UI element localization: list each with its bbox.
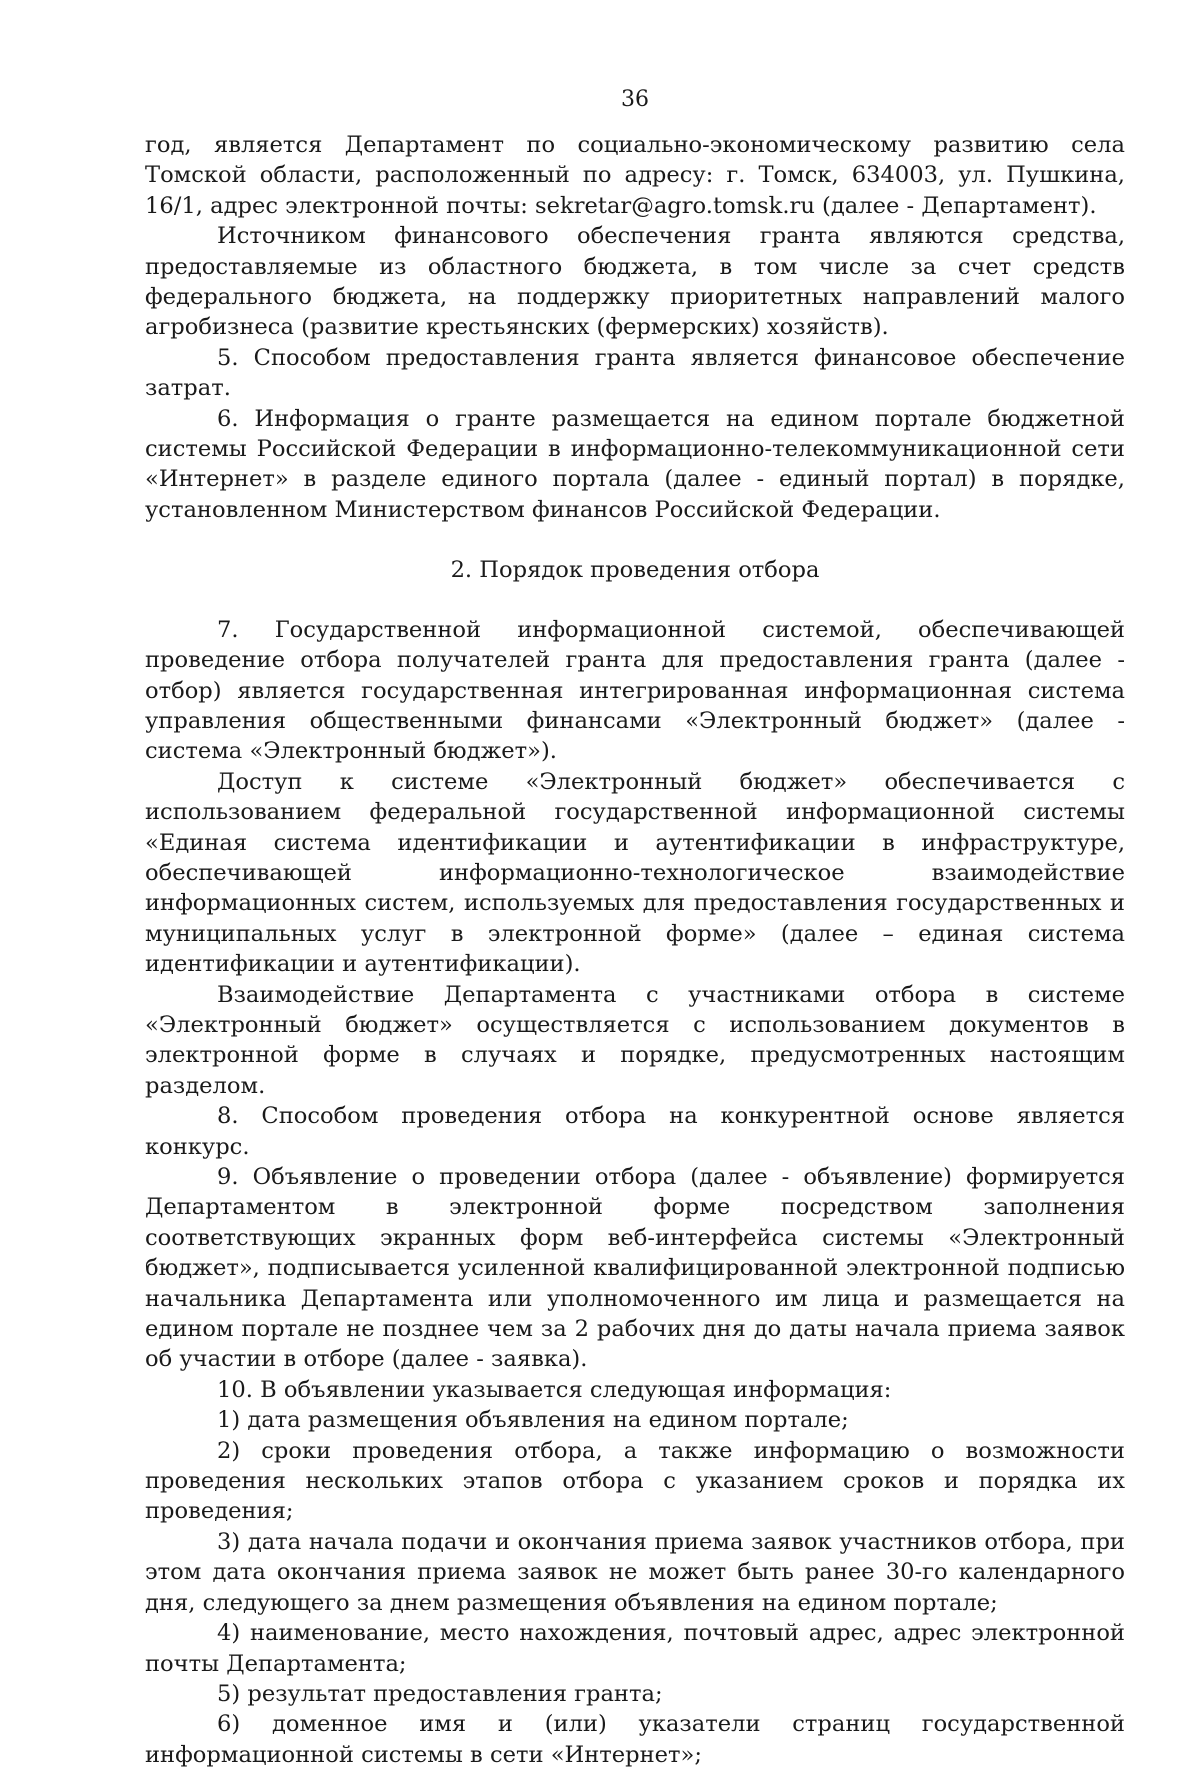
list-item: 6) доменное имя и (или) указатели страниц государственной информационной системы в сети «Интернет»; — [145, 1711, 1125, 1768]
paragraph: Доступ к системе «Электронный бюджет» обеспечивается с использованием федеральной государственной информационной системы «Единая система идентификации и аутентификации в инфраструктуре, обеспечивающей информационно-технологическое взаимодействие информационных систем, используемых для предоставления государственных и муниципальных услуг в электронной форме» (далее – единая система идентификации и аутентификации). — [145, 768, 1125, 978]
list-item: 1) дата размещения объявления на едином портале; — [217, 1407, 849, 1434]
paragraph: Источником финансового обеспечения гранта являются средства, предоставляемые из областного бюджета, в том числе за счет средств федерального бюджета, на поддержку приоритетных направлений малого агробизнеса (развитие крестьянских (фермерских) хозяйств). — [145, 223, 1125, 341]
paragraph: 7. Государственной информационной системой, обеспечивающей проведение отбора получателей гранта для предоставления гранта (далее - отбор) является государственная интегрированная информационная система управления общественными финансами «Электронный бюджет» (далее - система «Электронный бюджет»). — [145, 616, 1125, 765]
paragraph: 6. Информация о гранте размещается на едином портале бюджетной системы Российской Федерации в информационно-телекоммуникационной сети «Интернет» в разделе единого портала (далее - единый портал) в порядке, установленном Министерством финансов Российской Федерации. — [145, 405, 1125, 523]
paragraph: 5. Способом предоставления гранта является финансовое обеспечение затрат. — [145, 344, 1125, 402]
paragraph: 8. Способом проведения отбора на конкурентной основе является конкурс. — [145, 1103, 1125, 1160]
list-item: 2) сроки проведения отбора, а также информацию о возможности проведения нескольких этапов отбора с указанием сроков и порядка их проведения; — [145, 1437, 1125, 1525]
paragraph: год, является Департамент по социально-экономическому развитию села Томской области, расположенный по адресу: г. Томск, 634003, ул. Пушкина, 16/1, адрес электронной почты: sekretar@agro.tomsk.ru (далее - Департамент). — [145, 132, 1125, 219]
paragraph: 10. В объявлении указывается следующая информация: — [217, 1376, 892, 1403]
paragraphs-after — [145, 615, 1125, 1770]
list-item: 3) дата начала подачи и окончания приема заявок участников отбора, при этом дата окончания приема заявок не может быть ранее 30-го календарного дня, следующего за днем размещения объявления на едином портале; — [145, 1528, 1125, 1616]
section-heading: 2. Порядок проведения отбора — [450, 557, 820, 584]
paragraphs-before — [145, 130, 1125, 525]
paragraph: 9. Объявление о проведении отбора (далее - объявление) формируется Департаментом в электронной форме посредством заполнения соответствующих экранных форм веб-интерфейса системы «Электронный бюджет», подписывается усиленной квалифицированной электронной подписью начальника Департамента или уполномоченного им лица и размещается на едином портале не позднее чем за 2 рабочих дня до даты начала приема заявок об участии в отборе (далее - заявка). — [145, 1164, 1125, 1373]
list-item: 5) результат предоставления гранта; — [217, 1680, 663, 1707]
document-page — [145, 86, 1125, 1770]
page-number: 36 — [621, 87, 649, 112]
paragraph: Взаимодействие Департамента с участниками отбора в системе «Электронный бюджет» осуществляется с использованием документов в электронной форме в случаях и порядке, предусмотренных настоящим разделом. — [145, 981, 1125, 1099]
list-item: 4) наименование, место нахождения, почтовый адрес, адрес электронной почты Департамента; — [145, 1620, 1125, 1677]
